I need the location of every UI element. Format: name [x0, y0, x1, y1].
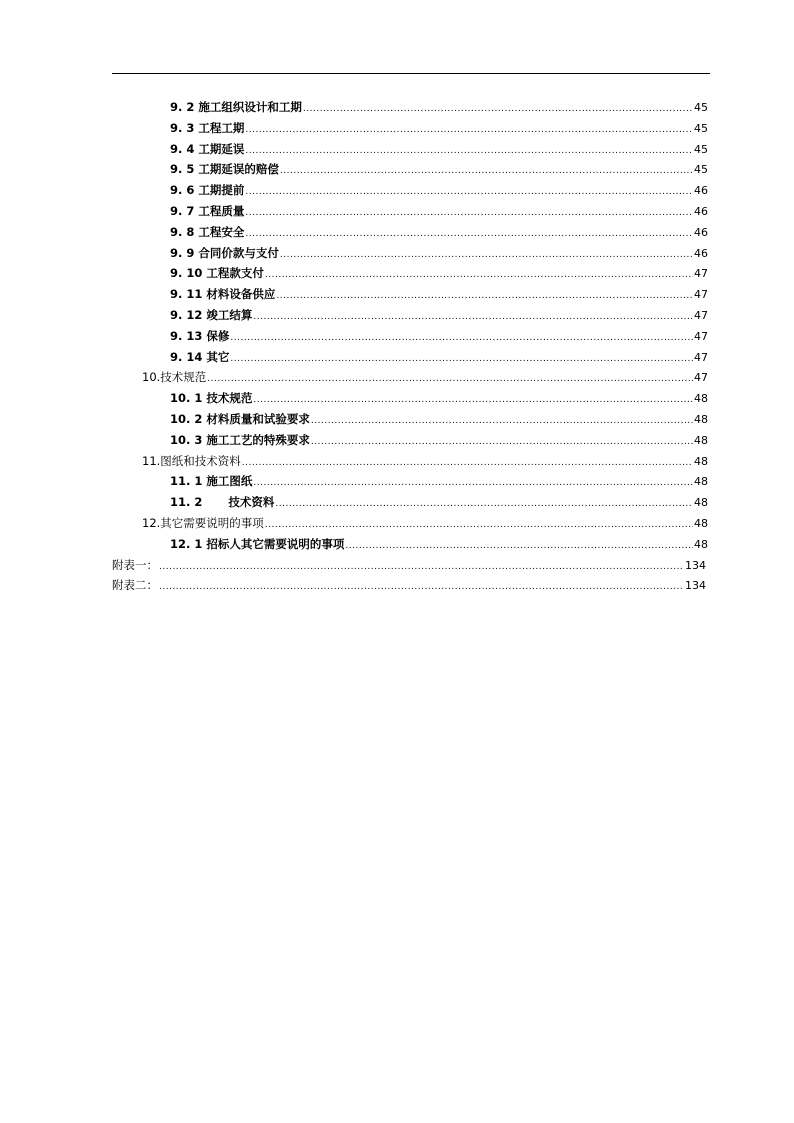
toc-page-number: 134 [685, 579, 706, 593]
toc-entry-title: 9. 11 材料设备供应 [170, 287, 276, 302]
toc-entry[interactable] [170, 159, 708, 179]
toc-page-number: 47 [694, 267, 708, 281]
toc-page-number: 48 [694, 392, 708, 406]
toc-leader-dots [230, 349, 693, 369]
toc-page-number: 45 [694, 101, 708, 114]
toc-entry[interactable] [170, 201, 708, 221]
toc-leader-dots [280, 161, 693, 181]
toc-leader-dots [265, 265, 693, 285]
toc-page-number: 46 [694, 225, 708, 239]
toc-leader-dots [207, 369, 693, 389]
toc-entry-title: 9. 4 工期延误 [170, 141, 245, 156]
toc-entry-title: 9. 10 工程款支付 [170, 266, 264, 281]
toc-entry[interactable] [170, 492, 708, 512]
toc-leader-dots [311, 432, 693, 452]
toc-entry[interactable] [170, 305, 708, 325]
toc-page-number: 46 [694, 184, 708, 198]
toc-entry[interactable] [170, 430, 708, 450]
toc-leader-dots [253, 390, 693, 410]
toc-entry-title: 9. 12 竣工结算 [170, 308, 253, 322]
toc-leader-dots [253, 307, 693, 327]
toc-entry[interactable] [170, 471, 708, 491]
toc-leader-dots [280, 245, 693, 265]
toc-page-number: 48 [694, 475, 708, 489]
toc-leader-dots [242, 453, 693, 473]
header-rule [112, 73, 710, 74]
toc-page-number: 45 [694, 121, 708, 135]
toc-entry-title: 9. 3 工程工期 [170, 120, 245, 135]
toc-page-number: 47 [694, 329, 708, 343]
toc-entry[interactable] [170, 534, 708, 554]
toc-leader-dots [275, 494, 693, 514]
toc-leader-dots [311, 411, 693, 431]
toc-page-number: 46 [694, 205, 708, 218]
toc-page-number: 48 [694, 517, 708, 530]
toc-entry[interactable] [112, 555, 706, 575]
toc-page-number: 46 [694, 246, 708, 260]
toc-page-number: 48 [694, 413, 708, 426]
toc-entry-title: 9. 13 保修 [170, 328, 230, 343]
toc-page-number: 47 [694, 350, 708, 364]
toc-leader-dots [303, 99, 693, 119]
toc-page-number: 48 [694, 496, 708, 510]
toc-entry[interactable] [170, 180, 708, 200]
toc-entry-title: 11. 1 施工图纸 [170, 474, 253, 489]
toc-entry[interactable] [170, 97, 708, 117]
toc-entry-title: 9. 2 施工组织设计和工期 [170, 100, 302, 114]
toc-entry-title: 9. 8 工程安全 [170, 224, 245, 239]
toc-entry[interactable] [142, 367, 708, 387]
toc-leader-dots [245, 141, 693, 161]
toc-page-number: 134 [685, 558, 706, 572]
toc-entry[interactable] [170, 222, 708, 242]
toc-leader-dots [245, 182, 693, 202]
toc-page-number: 45 [694, 163, 708, 177]
toc-entry[interactable] [170, 263, 708, 283]
toc-entry[interactable] [142, 513, 708, 533]
toc-entry-title: 10.技术规范 [142, 370, 207, 385]
toc-entry-title: 9. 5 工期延误的赔偿 [170, 162, 279, 177]
toc-leader-dots [265, 515, 693, 535]
toc-leader-dots [276, 286, 693, 306]
toc-entry-title: 9. 9 合同价款与支付 [170, 245, 279, 260]
toc-entry-title: 12. 1 招标人其它需要说明的事项 [170, 536, 345, 551]
toc-entry[interactable] [170, 326, 708, 346]
toc-entry[interactable] [170, 284, 708, 304]
toc-entry[interactable] [170, 409, 708, 429]
toc-page-number: 48 [694, 537, 708, 551]
toc-leader-dots [345, 536, 693, 556]
toc-leader-dots [245, 120, 693, 140]
toc-entry[interactable] [170, 118, 708, 138]
toc-page-number: 47 [694, 288, 708, 302]
toc-leader-dots [253, 473, 693, 493]
toc-leader-dots [159, 557, 684, 577]
toc-page-number: 48 [694, 454, 708, 468]
toc-page-number: 47 [694, 309, 708, 322]
toc-entry[interactable] [170, 139, 708, 159]
toc-entry-title: 12.其它需要说明的事项 [142, 516, 264, 530]
toc-entry-title: 附表一： [112, 557, 158, 572]
toc-entry-title: 10. 2 材料质量和试验要求 [170, 412, 310, 426]
toc-leader-dots [245, 224, 693, 244]
toc-leader-dots [230, 328, 693, 348]
toc-entry-title: 9. 14 其它 [170, 349, 230, 364]
toc-entry-title: 9. 7 工程质量 [170, 204, 245, 218]
toc-entry-title: 附表二： [112, 578, 158, 593]
toc-entry[interactable] [170, 243, 708, 263]
toc-entry-title: 10. 1 技术规范 [170, 391, 253, 406]
toc-entry[interactable] [170, 347, 708, 367]
toc-page-number: 45 [694, 142, 708, 156]
toc-entry-title: 11.图纸和技术资料 [142, 453, 241, 468]
toc-entry-title: 11. 2 技术资料 [170, 495, 275, 510]
toc-leader-dots [159, 577, 684, 597]
toc-leader-dots [245, 203, 693, 223]
toc-entry-title: 10. 3 施工工艺的特殊要求 [170, 432, 310, 447]
toc-entry[interactable] [142, 451, 708, 471]
toc-entry[interactable] [112, 575, 706, 595]
toc-page-number: 47 [694, 371, 708, 385]
toc-page-number: 48 [694, 433, 708, 447]
toc-entry-title: 9. 6 工期提前 [170, 183, 245, 198]
toc-entry[interactable] [170, 388, 708, 408]
